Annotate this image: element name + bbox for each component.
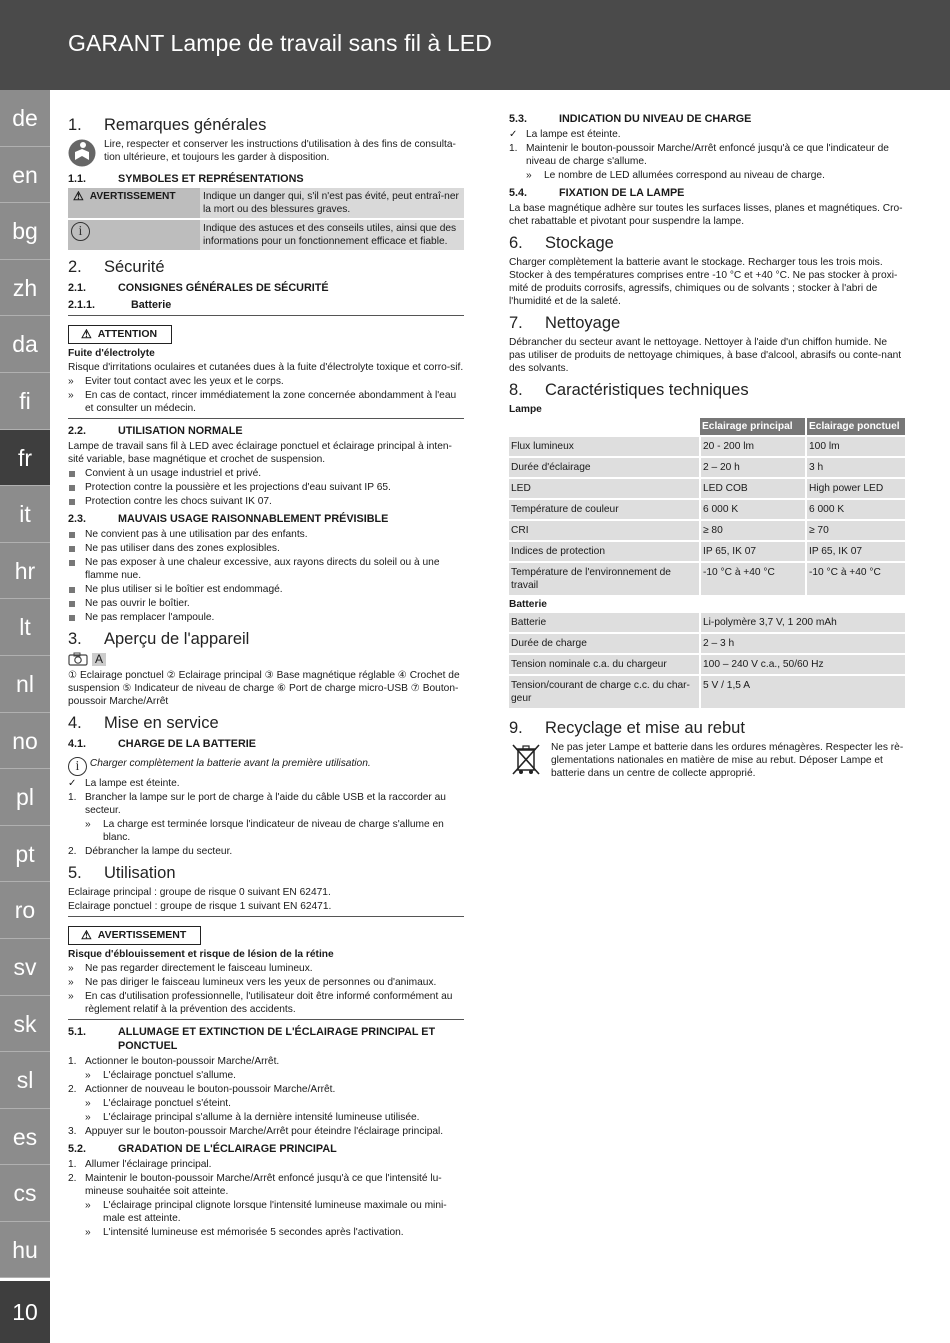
list-item: » L'éclairage principal clignote lorsque l'intensité lumineuse maximale ou mini-male est atteinte. [85,1200,447,1224]
list-item: Ne pas remplacer l'ampoule. [68,611,464,624]
spec-value: IP 65, IK 07 [806,541,905,562]
list-item: 1. Brancher la lampe sur le port de charge à l'aide du câble USB et la raccorder au secteur. [68,792,446,816]
language-tab-hu[interactable]: hu [0,1222,50,1279]
right-column: 5.3. INDICATION DU NIVEAU DE CHARGE ✓ La lampe est éteinte. 1. Maintenir le bouton-poussoir Marche/Arrêt enfoncé jusqu'à ce que l'indicateur de niveau de charge s'allume. » Le nombre de LED allumées correspond au niveau de charge. 5.4. FIXATION DE LA LAMPE La base magnétique adhère sur toutes les surfaces lisses, planes et magnétiques. Cro-chet rabattable et pivotant pour suspendre la lampe. 6. Stockage Charger complètement la batterie avant le stockage. Recharger tous les trois mois. Stocker à des températures comprises entre -10 °C et +40 °C. Ne pas stocker à proxi-mité de produits corrosifs, agressifs, chimiques ou de solvants ; stocker à l'abri de l'humidité et de la saleté. 7. Nettoyage Débrancher du secteur avant le nettoyage. Nettoyer à l'aide d'un chiffon humide. Ne pas utiliser de produits de nettoyage chimiques, à base d'alcool, abrasifs ou conte-nant des solvants. 8. Caractéristiques techniques Lampe Eclairage principal Eclairage ponctuel Flux lumineux 20 - 200 lm 100 lm Durée d'éclairage 2 – 20 h 3 h LED LED COB High power LED Température de couleur 6 000 K 6 000 K CRI ≥ 80 ≥ 70 Indices de protection IP 65, IK 07 IP 65, IK 07 Température de l'environnement de travail -10 °C à +40 °C -10 °C à +40 °C Batterie Batterie Li-polymère 3,7 V, 1 200 mAh Durée de charge 2 – 3 h Tension nominale c.a. du chargeur 100 – 240 V c.a., 50/60 Hz Tension/courant de charge c.c. du char-geur 5 V / 1,5 A 9. Recyclage et mise au rebut Ne pas jeter Lampe et batterie dans les ordures ménagères. Respecter les rè-glementations nationales en matière de mise au rebut. Déposer Lampe et batterie dans un centre de collecte approprié. [509,113,904,779]
spec-value: 6 000 K [700,499,806,520]
section-heading: 6. Stockage [509,234,614,252]
spec-name: CRI [509,520,700,541]
subsection-heading: 2.3. MAUVAIS USAGE RAISONNABLEMENT PRÉVISIBLE [68,513,389,525]
list-item: » La charge est terminée lorsque l'indicateur de niveau de charge s'allume en blanc. [85,819,444,843]
language-tab-no[interactable]: no [0,713,50,770]
spec-name: Tension/courant de charge c.c. du char-geur [509,675,700,709]
subsection-heading: 4.1. CHARGE DE LA BATTERIE [68,738,256,750]
info-icon: i [71,222,90,241]
square-bullet-icon [69,587,75,593]
table-row [509,499,905,520]
language-tab-sv[interactable]: sv [0,939,50,996]
lamp-table-label: Lampe [509,404,542,415]
warning-triangle-icon: ⚠ [81,327,92,341]
list-item: Convient à un usage industriel et privé. [68,467,464,480]
spec-name: Indices de protection [509,541,700,562]
read-manual-icon [68,138,96,168]
language-tab-bg[interactable]: bg [0,203,50,260]
section-heading: 5. Utilisation [68,864,176,882]
table-row [509,675,905,709]
battery-spec-table [509,613,905,710]
subsection-heading: 5.2. GRADATION DE L'ÉCLAIRAGE PRINCIPAL [68,1143,337,1155]
list-item: 1. Actionner le bouton-poussoir Marche/Arrêt. [68,1056,280,1067]
list-item: 2. Débrancher la lampe du secteur. [68,846,233,857]
spec-name: Batterie [509,613,700,633]
language-tab-ro[interactable]: ro [0,882,50,939]
square-bullet-icon [69,615,75,621]
list-item: » En cas d'utilisation professionnelle, l'utilisateur doit être informé conformément au règlement relatif à la prévention des accidents. [68,991,453,1015]
list-item: » Ne pas diriger le faisceau lumineux vers les yeux de personnes ou d'animaux. [68,977,437,988]
spec-value: Li-polymère 3,7 V, 1 200 mAh [700,613,905,633]
section-heading: 1. Remarques générales [68,116,267,134]
column-header: Eclairage principal [700,418,806,436]
list-item: 3. Appuyer sur le bouton-poussoir Marche/Arrêt pour éteindre l'éclairage principal. [68,1126,444,1137]
list-item: 2. Maintenir le bouton-poussoir Marche/Arrêt enfoncé jusqu'à ce que l'intensité lu-mineuse souhaitée soit atteinte. [68,1173,442,1197]
subsection-heading: 5.1. ALLUMAGE ET EXTINCTION DE L'ÉCLAIRAGE PRINCIPAL ET PONCTUEL [68,1026,436,1052]
list-item: ✓ La lampe est éteinte. [509,129,621,140]
spec-value: ≥ 80 [700,520,806,541]
spec-name: LED [509,478,700,499]
spec-value: 5 V / 1,5 A [700,675,905,709]
section-heading: 4. Mise en service [68,714,219,732]
list-item: » Le nombre de LED allumées correspond au niveau de charge. [526,170,825,181]
table-row [509,457,905,478]
language-tab-hr[interactable]: hr [0,543,50,600]
spec-value: 2 – 3 h [700,633,905,654]
square-bullet-icon [69,546,75,552]
list-item: Protection contre les chocs suivant IK 07. [68,495,464,508]
language-tab-fr[interactable]: fr [0,430,50,487]
symbols-table: ⚠ AVERTISSEMENT Indique un danger qui, s'il n'est pas évité, peut entraî-ner la mort ou des blessures graves. i Indique des astuces et des conseils utiles, ainsi que des informations pour un fonctionnement efficace et fiable. [68,188,464,252]
square-bullet-icon [69,485,75,491]
list-item: Ne convient pas à une utilisation par des enfants. [68,528,464,541]
subsection-heading: 5.3. INDICATION DU NIVEAU DE CHARGE [509,113,752,125]
disposal-note: Ne pas jeter Lampe et batterie dans les ordures ménagères. Respecter les rè-glementations nationales en matière de mise au rebut. Déposer Lampe et batterie dans un centre de collecte approprié. [509,741,905,781]
battery-safety-list [68,375,464,415]
language-tab-sk[interactable]: sk [0,996,50,1053]
list-item: » Eviter tout contact avec les yeux et le corps. [68,376,284,387]
column-header: Eclairage ponctuel [806,418,905,436]
table-row [509,654,905,675]
spec-value: High power LED [806,478,905,499]
spec-value: IP 65, IK 07 [700,541,806,562]
section-heading: 8. Caractéristiques techniques [509,381,749,399]
subsection-heading: 1.1. SYMBOLES ET REPRÉSENTATIONS [68,173,304,185]
subsubsection-heading: 2.1.1. Batterie [68,299,172,311]
list-item: Ne pas ouvrir le boîtier. [68,597,464,610]
spec-value: 2 – 20 h [700,457,806,478]
table-row [509,478,905,499]
section-heading: 3. Aperçu de l'appareil [68,630,250,648]
list-item: 1. Maintenir le bouton-poussoir Marche/Arrêt enfoncé jusqu'à ce que l'indicateur de niveau de charge s'allume. [509,143,889,167]
list-item: ✓ La lampe est éteinte. [68,778,180,789]
spec-value: 100 lm [806,436,905,457]
spec-value: 3 h [806,457,905,478]
square-bullet-icon [69,471,75,477]
square-bullet-icon [69,532,75,538]
spec-name: Durée de charge [509,633,700,654]
language-tab-nl[interactable]: nl [0,656,50,713]
page-number: 10 [0,1281,50,1343]
list-item: » L'éclairage ponctuel s'allume. [85,1070,237,1081]
figure-reference [68,652,464,666]
subsection-heading: 5.4. FIXATION DE LA LAMPE [509,187,685,199]
section-heading: 7. Nettoyage [509,314,621,332]
language-tab-lt[interactable]: lt [0,599,50,656]
figure-letter: A [92,653,106,666]
camera-icon [68,652,88,666]
spec-value: -10 °C à +40 °C [700,562,806,596]
spec-name: Température de couleur [509,499,700,520]
list-item: Protection contre la poussière et les projections d'eau suivant IP 65. [68,481,464,494]
list-item: Ne pas exposer à une chaleur excessive, aux rayons directs du soleil ou à une flamme nue. [68,556,464,582]
warning-label: ⚠ AVERTISSEMENT [68,926,201,945]
intended-use-list [68,467,464,508]
spec-name: Flux lumineux [509,436,700,457]
warning-triangle-icon: ⚠ [73,189,84,203]
attention-label: ⚠ ATTENTION [68,325,172,344]
language-tab-cs[interactable]: cs [0,1165,50,1222]
spec-value: 100 – 240 V c.a., 50/60 Hz [700,654,905,675]
language-tab-de[interactable]: de [0,90,50,147]
spec-value: ≥ 70 [806,520,905,541]
language-tab-zh[interactable]: zh [0,260,50,317]
square-bullet-icon [69,560,75,566]
spec-value: -10 °C à +40 °C [806,562,905,596]
list-item: » Ne pas regarder directement le faisceau lumineux. [68,963,313,974]
glare-warning-list [68,962,464,1016]
language-tab-fi[interactable]: fi [0,373,50,430]
crossed-bin-icon [509,741,543,777]
spec-value: 20 - 200 lm [700,436,806,457]
language-tab-en[interactable]: en [0,147,50,204]
misuse-list [68,528,464,624]
language-tab-it[interactable]: it [0,486,50,543]
table-row [509,520,905,541]
table-row [509,562,905,596]
subsection-heading: 2.2. UTILISATION NORMALE [68,425,243,437]
lamp-spec-table [509,418,905,597]
spec-name: Tension nominale c.a. du chargeur [509,654,700,675]
table-row [509,613,905,633]
subsection-heading: 2.1. CONSIGNES GÉNÉRALES DE SÉCURITÉ [68,282,329,294]
table-row [509,541,905,562]
section-heading: 2. Sécurité [68,258,165,276]
language-tab-pt[interactable]: pt [0,826,50,883]
battery-table-label: Batterie [509,599,547,610]
section-heading: 9. Recyclage et mise au rebut [509,719,745,737]
spec-name: Température de l'environnement de travail [509,562,700,596]
left-column: 1. Remarques générales Lire, respecter et conserver les instructions d'utilisation à des fins de consulta-tion ultérieure, et toujours les garder à disposition. 1.1. SYMBOLES ET REPRÉSENTATIONS ⚠ AVERTISSEMENT Indique un danger qui, s'il n'est pas évité, peut entraî-ner la mort ou des blessures graves. i Indique des astuces et des conseils utiles, ainsi que des informations pour un fonctionnement efficace et fiable. 2. Sécurité 2.1. CONSIGNES GÉNÉRALES DE SÉCURITÉ 2.1.1. Batterie ⚠ ATTENTION Fuite d'électrolyte Risque d'irritations oculaires et cutanées dues à la fuite d'électrolyte toxique et corro-sif. » Eviter tout contact avec les yeux et le corps. » En cas de contact, rincer immédiatement la zone concernée abondamment à l'eau et consulter un médecin. 2.2. UTILISATION NORMALE Lampe de travail sans fil à LED avec éclairage ponctuel et éclairage principal à inten-sité variable, base magnétique et crochet de suspension. Convient à un usage industriel et privé. Protection contre la poussière et les projections d'eau suivant IP 65. Protection contre les chocs suivant IK 07. 2.3. MAUVAIS USAGE RAISONNABLEMENT PRÉVISIBLE Ne convient pas à une utilisation par des enfants. Ne pas utiliser dans des zones explosibles. Ne pas exposer à une chaleur excessive, aux rayons directs du soleil ou à une flamme nue. Ne plus utiliser si le boîtier est endommagé. Ne pas ouvrir le boîtier. Ne pas remplacer l'ampoule. 3. Aperçu de l'appareil A ① Eclairage ponctuel ② Eclairage principal ③ Base magnétique réglable ④ Crochet de suspension ⑤ Indicateur de niveau de charge ⑥ Port de charge micro-USB ⑦ Bouton-poussoir Marche/Arrêt 4. Mise en service 4.1. CHARGE DE LA BATTERIE i Charger complètement la batterie avant la première utilisation. ✓ La lampe est éteinte. 1. Brancher la lampe sur le port de charge à l'aide du câble USB et la raccorder au secteur. » La charge est terminée lorsque l'indicateur de niveau de charge s'allume en blanc. 2. Débrancher la lampe du secteur. 5. Utilisation Eclairage principal : groupe de risque 0 suivant EN 62471. Eclairage ponctuel : groupe de risque 1 suivant EN 62471. ⚠ AVERTISSEMENT Risque d'éblouissement et risque de lésion de la rétine » Ne pas regarder directement le faisceau lumineux. » Ne pas diriger le faisceau lumineux vers les yeux de personnes ou d'animaux. » En cas d'utilisation professionnelle, l'utilisateur doit être informé conformément au règlement relatif à la prévention des accidents. 5.1. ALLUMAGE ET EXTINCTION DE L'ÉCLAIRAGE PRINCIPAL ET PONCTUEL 1. Actionner le bouton-poussoir Marche/Arrêt. » L'éclairage ponctuel s'allume. 2. Actionner de nouveau le bouton-poussoir Marche/Arrêt. » L'éclairage ponctuel s'éteint. » L'éclairage principal s'allume à la dernière intensité lumineuse utilisée. 3. Appuyer sur le bouton-poussoir Marche/Arrêt pour éteindre l'éclairage principal. 5.2. GRADATION DE L'ÉCLAIRAGE PRINCIPAL 1. Allumer l'éclairage principal. 2. Maintenir le bouton-poussoir Marche/Arrêt enfoncé jusqu'à ce que l'intensité lu-mineuse souhaitée soit atteinte. » L'éclairage principal clignote lorsque l'intensité lumineuse maximale ou mini-male est atteinte. » L'intensité lumineuse est mémorisée 5 secondes après l'activation. [68,116,464,1238]
language-tab-da[interactable]: da [0,316,50,373]
info-icon: i [68,757,87,776]
list-item: Ne pas utiliser dans des zones explosibles. [68,542,464,555]
list-item: » En cas de contact, rincer immédiatement la zone concernée abondamment à l'eau et consulter un médecin. [68,390,457,414]
list-item: 2. Actionner de nouveau le bouton-poussoir Marche/Arrêt. [68,1084,336,1095]
read-instructions-note: Lire, respecter et conserver les instructions d'utilisation à des fins de consulta-tion ultérieure, et toujours les garder à disposition. [68,138,464,168]
square-bullet-icon [69,499,75,505]
charge-note: i Charger complètement la batterie avant la première utilisation. [68,757,464,776]
spec-name: Durée d'éclairage [509,457,700,478]
table-row [509,436,905,457]
list-item: » L'intensité lumineuse est mémorisée 5 secondes après l'activation. [85,1227,404,1238]
page-header [0,0,950,90]
language-tab-sl[interactable]: sl [0,1052,50,1109]
spec-value: LED COB [700,478,806,499]
list-item: 1. Allumer l'éclairage principal. [68,1159,212,1170]
square-bullet-icon [69,601,75,607]
spec-value: 6 000 K [806,499,905,520]
warning-triangle-icon: ⚠ [81,928,92,942]
list-item: Ne plus utiliser si le boîtier est endommagé. [68,583,464,596]
table-row [509,633,905,654]
language-sidebar [0,90,50,1278]
list-item: » L'éclairage principal s'allume à la dernière intensité lumineuse utilisée. [85,1112,420,1123]
language-tab-pl[interactable]: pl [0,769,50,826]
list-item: » L'éclairage ponctuel s'éteint. [85,1098,231,1109]
language-tab-es[interactable]: es [0,1109,50,1166]
document-title: GARANT Lampe de travail sans fil à LED [68,30,492,56]
